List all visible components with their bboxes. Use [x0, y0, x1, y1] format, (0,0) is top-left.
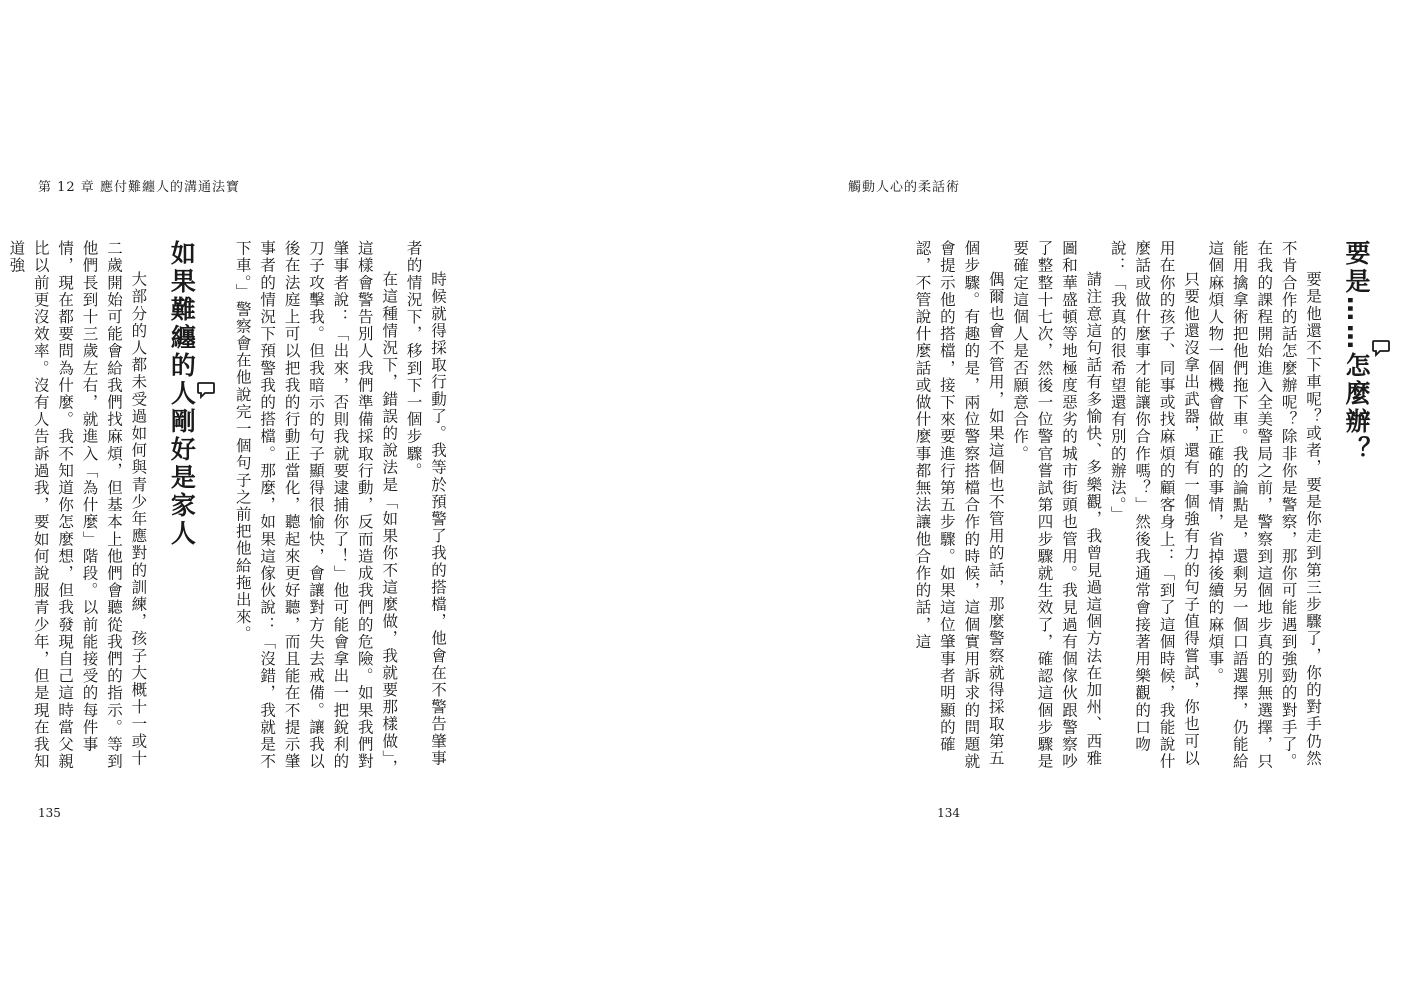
right-paragraph-3: 請注意這句話有多愉快、多樂觀，我曾見過這個方法在加州、西雅圖和華盛頓等地極度惡劣的城市街頭也管用。我見過有個傢伙跟警察吵了整整十七次，然後一位警官嘗試第四步驟就生效了，確認這個步驟是要確定這個人是否願意合作。	[1011, 240, 1103, 771]
left-section-heading-block	[166, 240, 216, 548]
left-paragraph-2: 在這種情況下，錯誤的說法是「如果你不這麼做，我就要那樣做」，這樣會警告別人我們準備採取行動，反而造成我們的危險。如果我們對肇事者說：「出來，否則我就要逮捕你了！」他可能會拿出一把銳利的刀子攻擊我。但我暗示的句子顯得很愉快，會讓對方失去戒備。讓我以後在法庭上可以把我的行動正當化，聽起來更好聽，而且能在不提示肇事者的情況下預警我的搭檔。那麼，如果這傢伙說：「沒錯，我就是不下車。」警察會在他說完一個句子之前把他給拖出來。	[233, 240, 399, 777]
running-head-left: 第 12 章 應付難纏人的溝通法寶	[38, 180, 240, 195]
right-paragraph-4: 偶爾也會不管用，如果這個也不管用的話，那麼警察就得採取第五個步驟。有趣的是，兩位警察搭檔合作的時候，這個實用訴求的問題就會提示他的搭檔，接下來要進行第五步驟。如果這位肇事者明顯的確認，不管說什麼話或做什麼事都無法讓他合作的話，這	[913, 240, 1005, 771]
right-page	[500, 0, 1371, 1000]
left-text-column	[7, 240, 450, 782]
left-section-heading: 如果難纏的人剛好是家人	[167, 240, 197, 548]
right-section-heading-block	[1341, 240, 1391, 464]
page-number-left: 135	[38, 806, 61, 820]
page-number-right: 134	[937, 806, 960, 820]
speech-bubble-icon	[1371, 338, 1391, 358]
right-section-heading: 要是……怎麼辦？	[1342, 240, 1371, 464]
running-head-right: 觸動人心的柔話術	[847, 180, 960, 195]
right-paragraph-1: 要是他還不下車呢？或者，要是你走到第三步驟了，你的對手仍然不肯合作的話怎麼辦呢？除非你是警察，那你可能遇到強勁的對手了。在我的課程開始進入全美警局之前，警察到這個地步真的別無選擇，只能用擒拿術把他們拖下車。我的論點是，還剩另一個口語選擇，仍能給這個麻煩人物一個機會做正確的事情，省掉後續的麻煩事。	[1206, 240, 1322, 771]
left-paragraph-1: 時候就得採取行動了。我等於預警了我的搭檔，他會在不警告肇事者的情況下，移到下一個步驟。	[404, 240, 447, 767]
speech-bubble-icon	[196, 380, 216, 400]
right-text-column	[913, 240, 1405, 782]
left-paragraph-3: 大部分的人都未受過如何與青少年應對的訓練，孩子大概十一或十二歲開始可能會給我們找麻煩，但基本上他們會聽從我們的指示。等到他們長到十三歲左右，就進入「為什麼」階段。以前能接受的每件事情，現在都要問為什麼。我不知道你怎麼想，但我發現自己這時當父親比以前更沒效率。沒有人告訴過我，要如何說服青少年，但是現在我知道強	[7, 240, 148, 771]
left-page	[0, 0, 500, 1000]
right-paragraph-2: 只要他還沒拿出武器，還有一個強有力的句子值得嘗試，你也可以用在你的孩子、同事或找麻煩的顧客身上：「到了這個時候，我能說什麼話或做什麼事才能讓你合作嗎？」然後我通常會接著用樂觀的口吻說：「我真的很希望還有別的辦法。」	[1108, 240, 1200, 771]
